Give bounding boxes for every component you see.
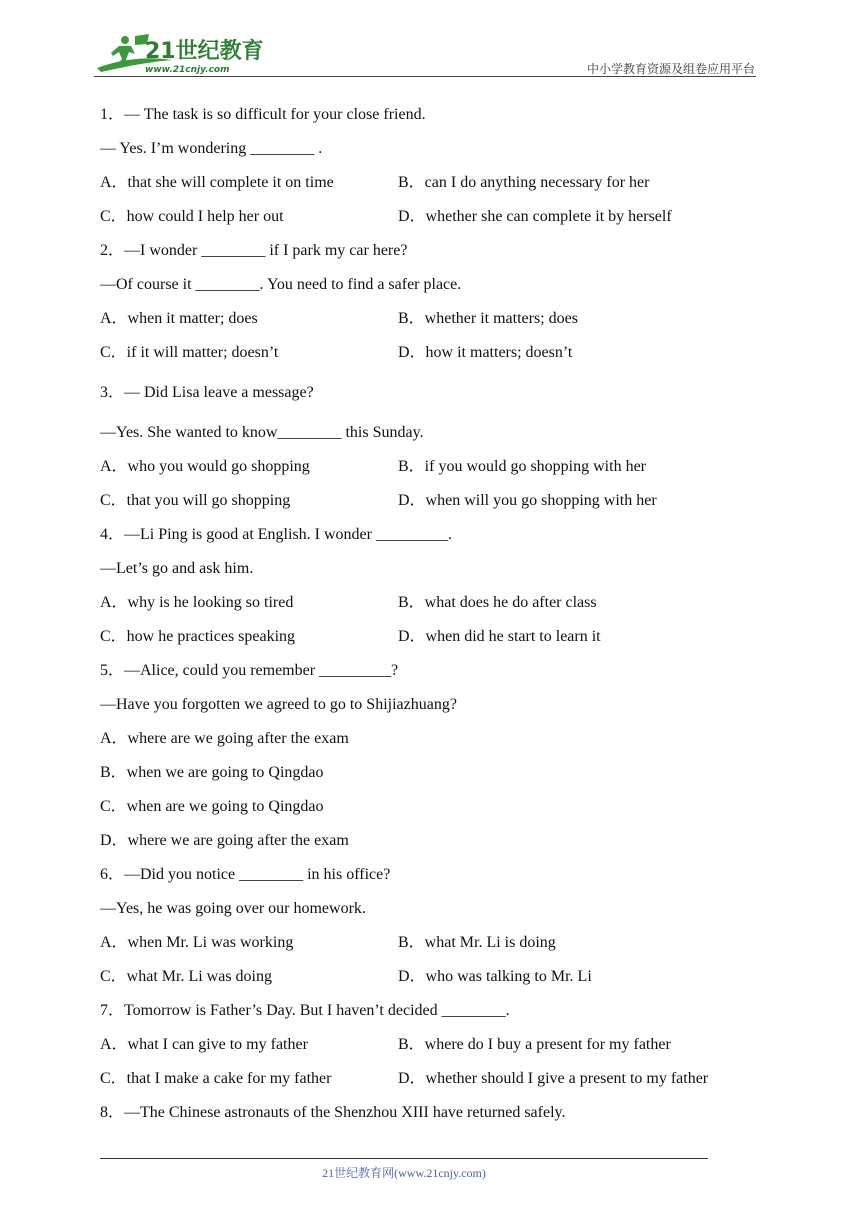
option-a: A．where are we going after the exam — [100, 730, 349, 747]
question-stem: 8．—The Chinese astronauts of the Shenzhou XIII have returned safely. — [100, 1104, 566, 1121]
option-c: C．when are we going to Qingdao — [100, 798, 324, 815]
question-stem: 7．Tomorrow is Father’s Day. But I haven’t decided ________. — [100, 1002, 510, 1019]
question-stem: 2．—I wonder ________ if I park my car here? — [100, 242, 408, 259]
option-b: B．where do I buy a present for my father — [398, 1036, 671, 1053]
header-divider — [94, 76, 756, 77]
option-d: D．when will you go shopping with her — [398, 492, 657, 509]
option-row — [100, 1064, 750, 1098]
option-c: C．how could I help her out — [100, 208, 284, 225]
option-b: B．whether it matters; does — [398, 310, 578, 327]
option-a: A．when it matter; does — [100, 310, 258, 327]
question-stem: 1．— The task is so difficult for your close friend. — [100, 106, 426, 123]
option-row — [100, 1030, 750, 1064]
option-a: A．why is he looking so tired — [100, 594, 294, 611]
option-row — [100, 962, 750, 996]
option-row — [100, 202, 750, 236]
question-stem: 4．—Li Ping is good at English. I wonder _________. — [100, 526, 452, 543]
svg-text:21世纪教育: 21世纪教育 — [145, 39, 264, 64]
question-stem: 3．— Did Lisa leave a message? — [100, 384, 314, 401]
option-d: D．who was talking to Mr. Li — [398, 968, 592, 985]
option-c: C．what Mr. Li was doing — [100, 968, 272, 985]
footer-divider — [100, 1158, 708, 1159]
option-row — [100, 622, 750, 656]
option-row — [100, 588, 750, 622]
option-row — [100, 304, 750, 338]
option-a: A．who you would go shopping — [100, 458, 310, 475]
option-row — [100, 338, 750, 378]
option-c: C．if it will matter; doesn’t — [100, 344, 279, 361]
option-row — [100, 758, 750, 792]
option-d: D．where we are going after the exam — [100, 832, 349, 849]
option-row — [100, 486, 750, 520]
option-c: C．that you will go shopping — [100, 492, 291, 509]
header-platform-text: 中小学教育资源及组卷应用平台 — [586, 62, 755, 76]
question-list — [100, 100, 750, 1132]
option-b: B．if you would go shopping with her — [398, 458, 646, 475]
option-c: C．that I make a cake for my father — [100, 1070, 332, 1087]
option-row — [100, 452, 750, 486]
option-a: A．when Mr. Li was working — [100, 934, 294, 951]
option-b: B．what Mr. Li is doing — [398, 934, 556, 951]
option-row — [100, 168, 750, 202]
option-row — [100, 928, 750, 962]
logo-21cnjy — [95, 32, 265, 76]
option-d: D．how it matters; doesn’t — [398, 344, 573, 361]
option-c: C．how he practices speaking — [100, 628, 296, 645]
question-stem: 6．—Did you notice ________ in his office? — [100, 866, 391, 883]
option-b: B．when we are going to Qingdao — [100, 764, 324, 781]
option-row — [100, 724, 750, 758]
option-row — [100, 792, 750, 826]
option-a: A．that she will complete it on time — [100, 174, 334, 191]
option-d: D．whether she can complete it by herself — [398, 208, 672, 225]
option-row — [100, 826, 750, 860]
question-reply: —Have you forgotten we agreed to go to Shijiazhuang? — [100, 696, 457, 713]
option-d: D．whether should I give a present to my father — [398, 1070, 709, 1087]
question-reply: —Of course it ________. You need to find a safer place. — [100, 276, 462, 293]
question-reply: —Yes. She wanted to know________ this Sunday. — [100, 424, 424, 441]
footer-text: 21世纪教育网(www.21cnjy.com) — [322, 1166, 486, 1180]
option-b: B．what does he do after class — [398, 594, 597, 611]
svg-text:www.21cnjy.com: www.21cnjy.com — [145, 65, 230, 75]
question-reply: —Yes, he was going over our homework. — [100, 900, 366, 917]
option-b: B．can I do anything necessary for her — [398, 174, 650, 191]
question-reply: — Yes. I’m wondering ________ . — [100, 140, 323, 157]
option-d: D．when did he start to learn it — [398, 628, 601, 645]
question-stem: 5．—Alice, could you remember _________? — [100, 662, 399, 679]
option-a: A．what I can give to my father — [100, 1036, 308, 1053]
page-header — [95, 28, 755, 78]
question-reply: —Let’s go and ask him. — [100, 560, 254, 577]
